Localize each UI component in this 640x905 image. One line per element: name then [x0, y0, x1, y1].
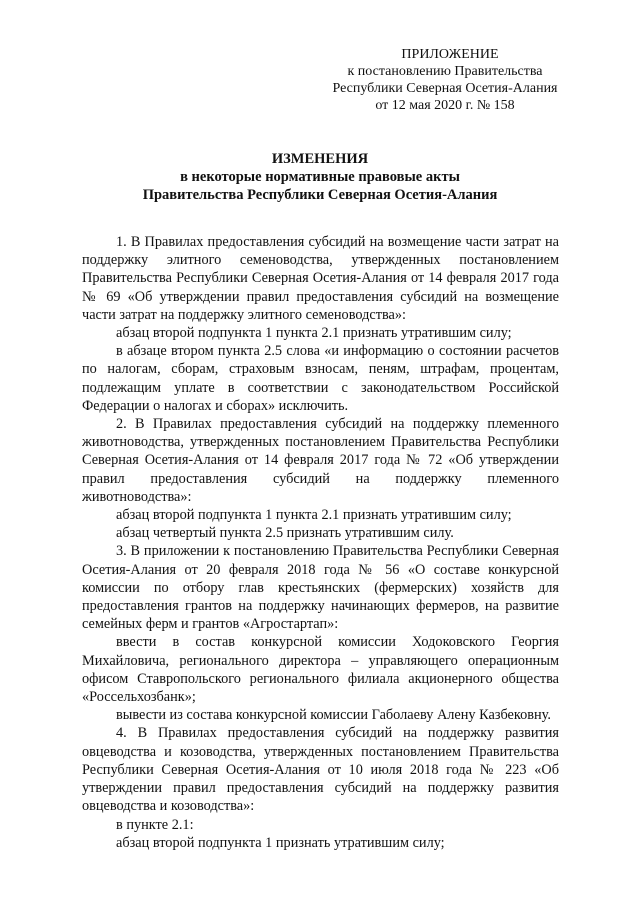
paragraph: абзац второй подпункта 1 признать утратившим силу; [116, 834, 445, 851]
document-heading [80, 150, 560, 204]
paragraph: абзац четвертый пункта 2.5 признать утратившим силу. [116, 525, 454, 542]
paragraph: 1. В Правилах предоставления субсидий на возмещение части затрат на поддержку элитного семеноводства, утвержденных постановлением Правительства Республики Северная Осетия-Алания от 14 февраля 2017 года № 69 «Об утверждении правил предоставления субсидий на возмещение части затрат на поддержку элитного семеноводства»: [82, 234, 559, 323]
appendix-line-1: к постановлению Правительства [347, 64, 543, 79]
appendix-line-2: Республики Северная Осетия-Алания [332, 81, 558, 96]
paragraph: 3. В приложении к постановлению Правительства Республики Северная Осетия-Алания от 20 февраля 2018 года № 56 «О составе конкурсной комиссии по отбору глав крестьянских (фермерских) хозяйств для предоставления грантов на поддержку начинающих фермеров, на развитие семейных ферм и грантов «Агростартап»: [82, 543, 559, 633]
paragraph: абзац второй подпункта 1 пункта 2.1 признать утратившим силу; [116, 507, 512, 524]
paragraph: вывести из состава конкурсной комиссии Габолаеву Алену Казбековну. [116, 707, 551, 724]
appendix-line-3: от 12 мая 2020 г. № 158 [375, 98, 515, 113]
appendix-title: ПРИЛОЖЕНИЕ [401, 47, 499, 62]
paragraph: в абзаце втором пункта 2.5 слова «и информацию о состоянии расчетов по налогам, сборам, страховым взносам, пеням, штрафам, процентам, подлежащим уплате в соответствии с законодательством Российской Федерации о налогах и сборах» исключить. [82, 343, 559, 414]
document-body [82, 233, 559, 852]
appendix-block [300, 46, 590, 114]
heading-subtitle-2: Правительства Республики Северная Осетия-Алания [142, 187, 498, 203]
paragraph: абзац второй подпункта 1 пункта 2.1 признать утратившим силу; [116, 325, 512, 342]
paragraph: ввести в состав конкурсной комиссии Ходоковского Георгия Михайловича, регионального директора – управляющего операционным офисом Ставропольского регионального филиала акционерного общества «Россельхозбанк»; [82, 634, 559, 706]
heading-subtitle: в некоторые нормативные правовые акты [180, 169, 460, 185]
paragraph: 4. В Правилах предоставления субсидий на поддержку развития овцеводства и козоводства, утвержденных постановлением Правительства Республики Северная Осетия-Алания от 10 июля 2018 года № 223 «Об утверждении правил предоставления субсидий на поддержку развития овцеводства и козоводства»: [82, 725, 559, 815]
paragraph: в пункте 2.1: [116, 816, 194, 833]
heading-title: ИЗМЕНЕНИЯ [271, 151, 369, 167]
paragraph: 2. В Правилах предоставления субсидий на поддержку племенного животноводства, утвержденных постановлением Правительства Республики Северная Осетия-Алания от 14 февраля 2017 года № 72 «Об утверждении правил предоставления субсидий на поддержку племенного животноводства»: [82, 416, 559, 505]
